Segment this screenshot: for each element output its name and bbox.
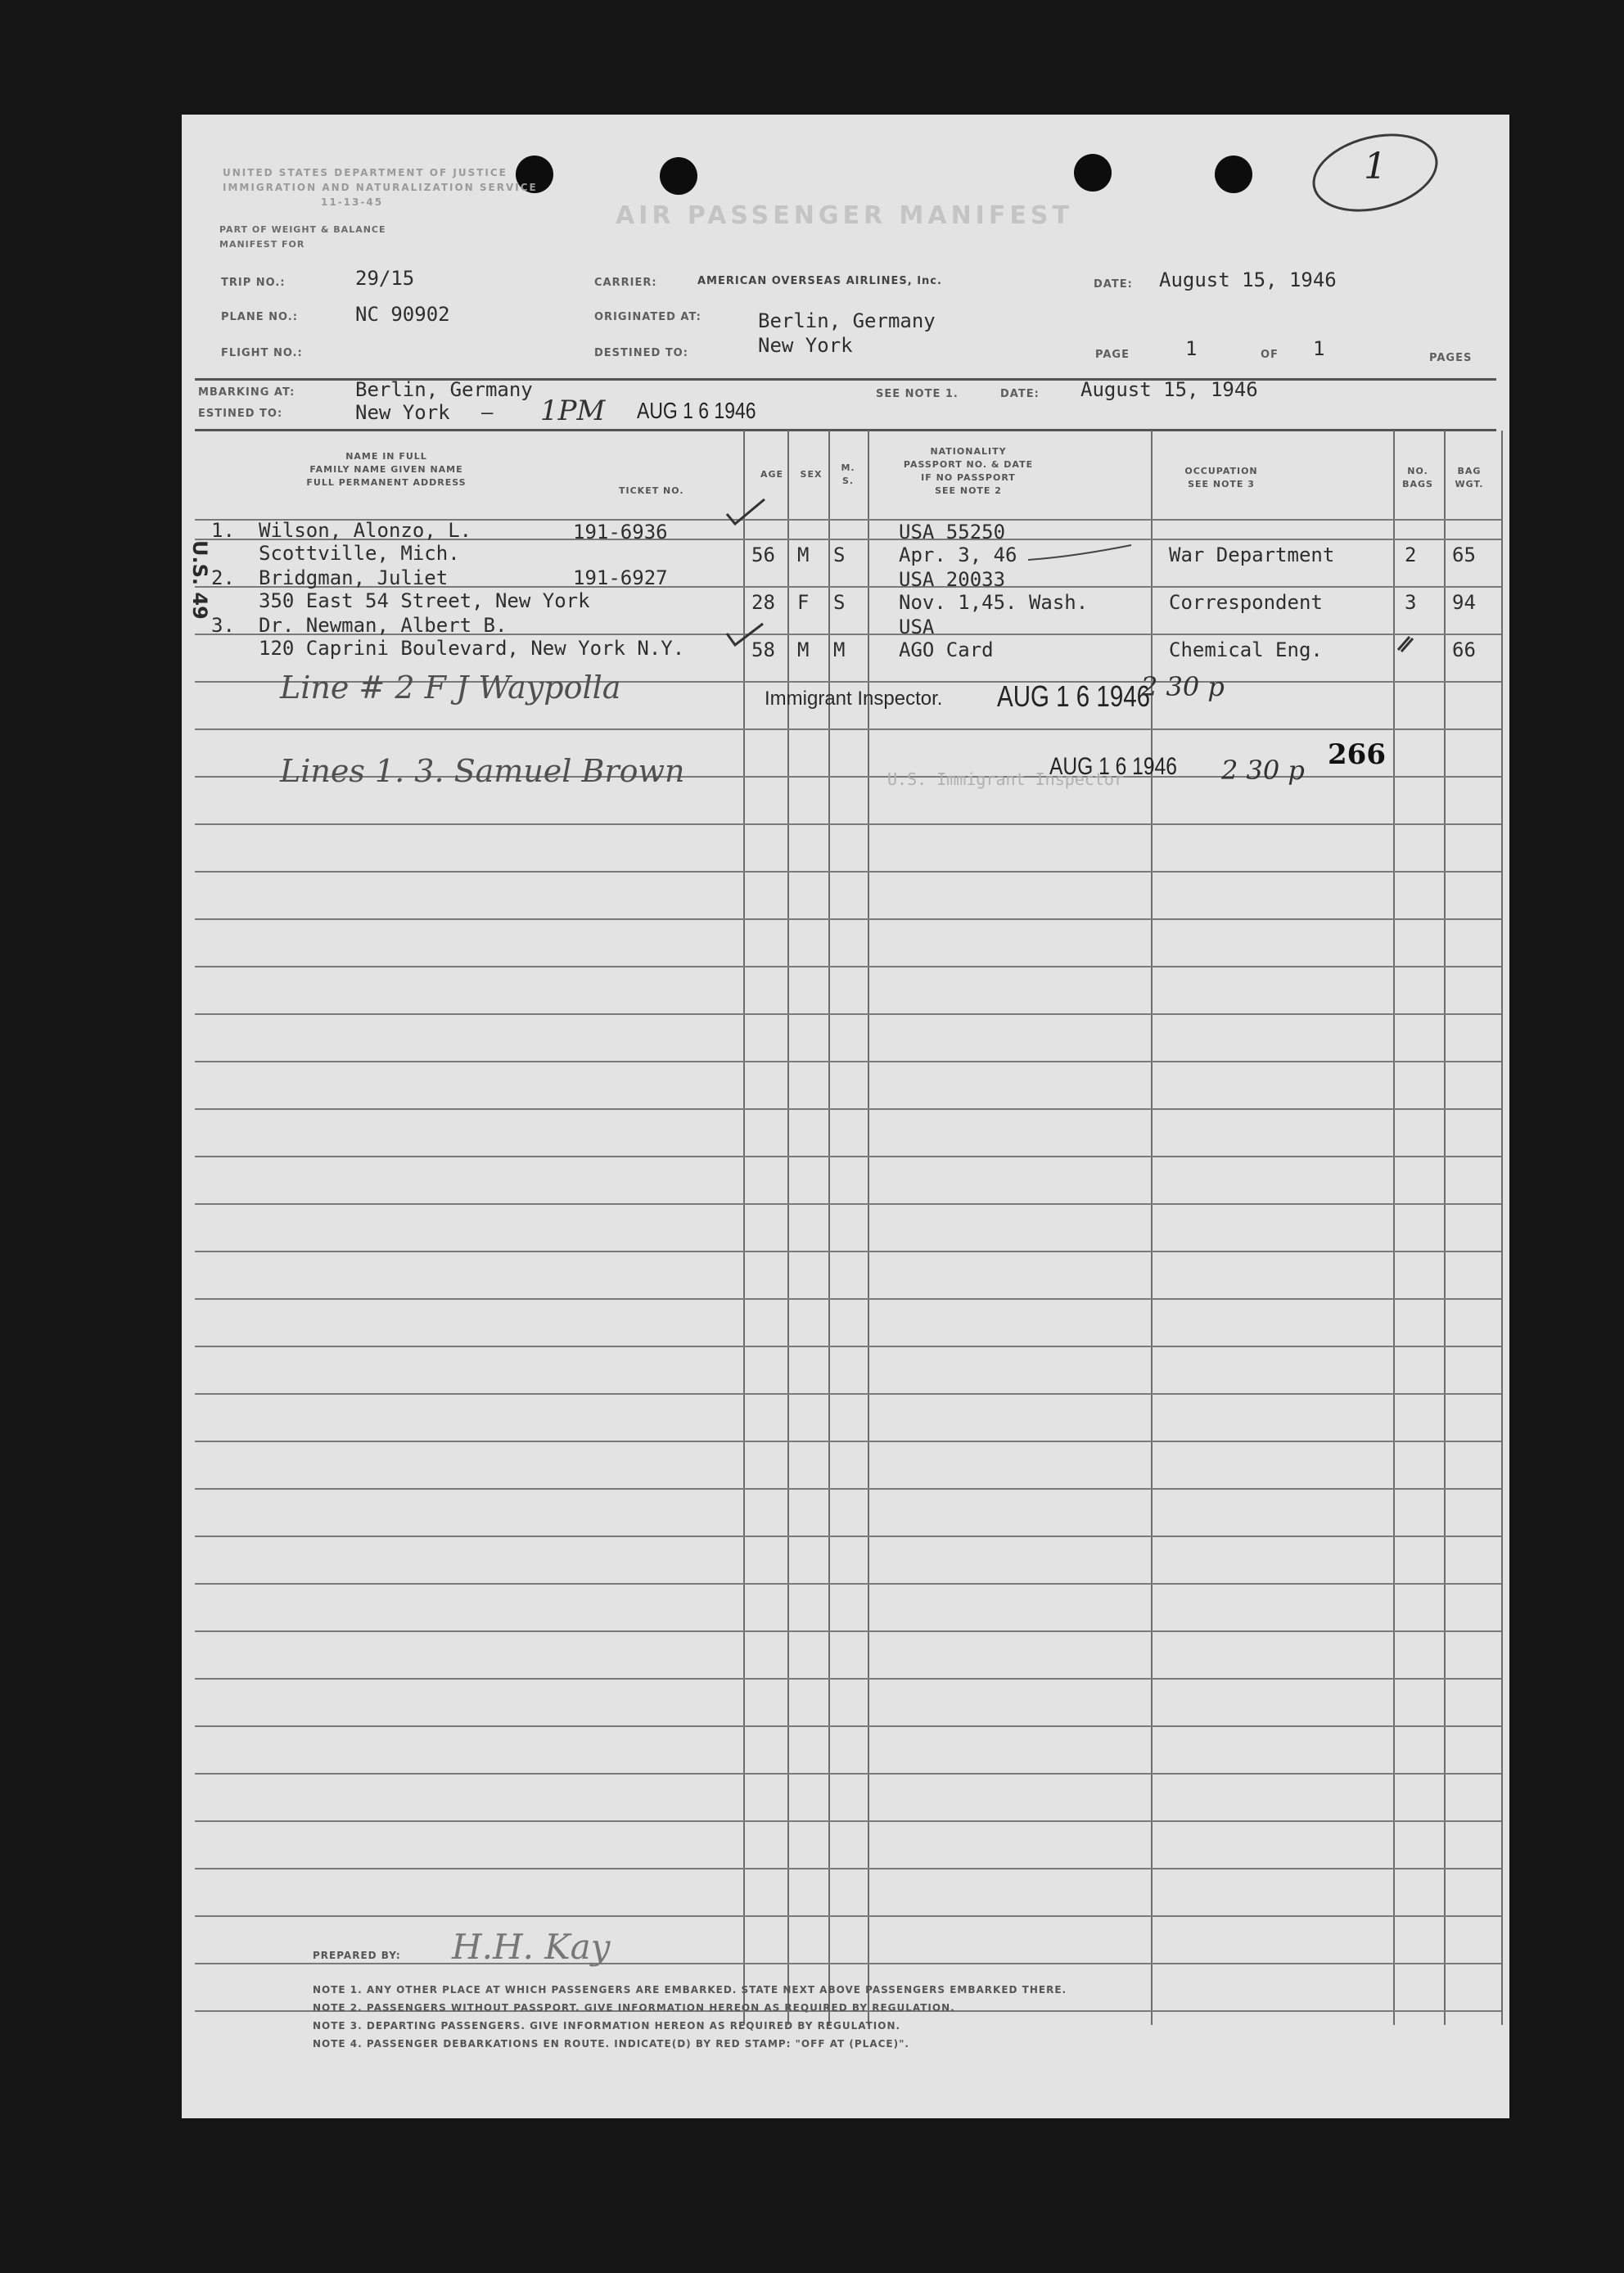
col-header-ms: M. S. bbox=[841, 462, 855, 486]
passenger-1-weight: 65 bbox=[1452, 543, 1476, 566]
prepared-by-signature: H.H. Kay bbox=[452, 1927, 611, 1967]
inspection-time-2: 2 30 p bbox=[1221, 755, 1305, 786]
row-rule bbox=[195, 918, 1501, 920]
embark-destined-label: ESTINED TO: bbox=[198, 408, 283, 420]
row-rule bbox=[195, 1915, 1501, 1917]
check-mark bbox=[722, 496, 787, 529]
embark-destined-value: New York bbox=[355, 401, 450, 424]
row-rule bbox=[195, 823, 1501, 825]
dept-line-3: 11-13-45 bbox=[321, 196, 384, 208]
destined-value: New York bbox=[758, 334, 853, 357]
pen-stroke bbox=[1025, 540, 1139, 565]
column-rule bbox=[1444, 431, 1446, 2025]
row-rule bbox=[195, 1773, 1501, 1775]
column-rule bbox=[868, 431, 869, 2025]
weight-balance-line-2: MANIFEST FOR bbox=[219, 239, 305, 250]
trip-label: TRIP NO.: bbox=[221, 277, 286, 289]
row-rule bbox=[195, 1203, 1501, 1205]
col-header-weight: BAG WGT. bbox=[1455, 466, 1484, 489]
row-rule bbox=[195, 1061, 1501, 1062]
note-3: NOTE 3. DEPARTING PASSENGERS. GIVE INFORMATION HEREON AS REQUIRED BY REGULATION. bbox=[313, 2020, 901, 2032]
passenger-2-ticket: 191-6927 bbox=[573, 566, 668, 589]
binder-hole bbox=[1215, 156, 1252, 193]
embark-date-value: August 15, 1946 bbox=[1080, 378, 1258, 401]
passenger-1-nationality: USA 55250 bbox=[899, 521, 1006, 543]
passenger-1-occupation: War Department bbox=[1169, 543, 1335, 566]
passenger-2-sex: F bbox=[797, 591, 810, 614]
passenger-1-bags: 2 bbox=[1405, 543, 1417, 566]
column-rule bbox=[743, 431, 745, 2025]
passenger-3-age: 58 bbox=[751, 638, 775, 661]
inspection-time-1: 2 30 p bbox=[1141, 671, 1225, 702]
row-rule bbox=[195, 1441, 1501, 1442]
carrier-value: AMERICAN OVERSEAS AIRLINES, Inc. bbox=[697, 275, 942, 287]
inspection-stamp-2: AUG 1 6 1946 bbox=[1049, 753, 1177, 780]
divider bbox=[195, 429, 1496, 431]
passenger-2-weight: 94 bbox=[1452, 591, 1476, 614]
embark-date-label: DATE: bbox=[1000, 388, 1040, 400]
dept-line-1: UNITED STATES DEPARTMENT OF JUSTICE bbox=[223, 167, 508, 178]
row-rule bbox=[195, 1630, 1501, 1632]
page-title: AIR PASSENGER MANIFEST bbox=[616, 201, 1073, 230]
row-rule bbox=[195, 1725, 1501, 1727]
column-rule bbox=[787, 431, 789, 2025]
row-rule bbox=[195, 1108, 1501, 1110]
passenger-2-age: 28 bbox=[751, 591, 775, 614]
col-header-nationality: NATIONALITY PASSPORT NO. & DATE IF NO PASSPORT SEE NOTE 2 bbox=[903, 446, 1034, 496]
note-2: NOTE 2. PASSENGERS WITHOUT PASSPORT. GIVE INFORMATION HEREON AS REQUIRED BY REGULATION. bbox=[313, 2002, 955, 2014]
embarking-value: Berlin, Germany bbox=[355, 378, 533, 401]
stamp-number: 266 bbox=[1328, 738, 1386, 771]
binder-hole bbox=[1074, 154, 1112, 192]
prepared-by-label: PREPARED BY: bbox=[313, 1950, 401, 1961]
originated-value: Berlin, Germany bbox=[758, 309, 936, 332]
col-header-bags: NO. BAGS bbox=[1402, 466, 1433, 489]
passenger-3-address: 120 Caprini Boulevard, New York N.Y. bbox=[259, 637, 685, 660]
row-rule bbox=[195, 1298, 1501, 1300]
row-rule bbox=[195, 1678, 1501, 1680]
passenger-3-number: 3. bbox=[211, 614, 235, 637]
of-value: 1 bbox=[1313, 337, 1325, 360]
passenger-3-name: Dr. Newman, Albert B. bbox=[259, 614, 508, 637]
note-1: NOTE 1. ANY OTHER PLACE AT WHICH PASSENGERS ARE EMBARKED. STATE NEXT ABOVE PASSENGERS EMBARKED THERE. bbox=[313, 1984, 1067, 1996]
pen-stroke bbox=[1393, 632, 1416, 655]
passenger-3-passport: AGO Card bbox=[899, 638, 994, 661]
manifest-sheet bbox=[182, 115, 1509, 2118]
date-value: August 15, 1946 bbox=[1159, 268, 1337, 291]
row-rule bbox=[195, 1488, 1501, 1490]
passenger-3-nationality: USA bbox=[899, 616, 935, 638]
see-note-label: SEE NOTE 1. bbox=[876, 388, 959, 400]
passenger-3-weight: 66 bbox=[1452, 638, 1476, 661]
date-label: DATE: bbox=[1094, 278, 1133, 291]
handwritten-inspection-2: Lines 1. 3. Samuel Brown bbox=[280, 753, 685, 789]
passenger-2-nationality: USA 20033 bbox=[899, 568, 1006, 591]
passenger-3-ms: M bbox=[833, 638, 846, 661]
row-rule bbox=[195, 1583, 1501, 1585]
binder-hole bbox=[660, 157, 697, 195]
row-rule bbox=[195, 728, 1501, 730]
row-rule bbox=[195, 1868, 1501, 1869]
page-label: PAGE bbox=[1095, 349, 1130, 361]
plane-label: PLANE NO.: bbox=[221, 311, 298, 323]
row-rule bbox=[195, 966, 1501, 967]
row-rule bbox=[195, 1013, 1501, 1015]
col-header-occupation: OCCUPATION SEE NOTE 3 bbox=[1184, 466, 1258, 489]
row-rule bbox=[195, 1251, 1501, 1252]
passenger-2-name: Bridgman, Juliet bbox=[259, 566, 449, 589]
destined-label: DESTINED TO: bbox=[594, 347, 688, 359]
passenger-2-occupation: Correspondent bbox=[1169, 591, 1323, 614]
of-label: OF bbox=[1261, 349, 1279, 361]
embarking-label: MBARKING AT: bbox=[198, 386, 295, 399]
passenger-3-sex: M bbox=[797, 638, 810, 661]
passenger-2-address: 350 East 54 Street, New York bbox=[259, 589, 590, 612]
passenger-2-number: 2. bbox=[211, 566, 235, 589]
passenger-1-age: 56 bbox=[751, 543, 775, 566]
row-rule bbox=[195, 1393, 1501, 1395]
passenger-2-bags: 3 bbox=[1405, 591, 1417, 614]
passenger-1-sex: M bbox=[797, 543, 810, 566]
col-header-ticket: TICKET NO. bbox=[619, 485, 684, 496]
page-value: 1 bbox=[1185, 337, 1198, 360]
faint-inspector-stamp: U.S. Immigrant Inspector bbox=[887, 769, 1124, 789]
passenger-3-occupation: Chemical Eng. bbox=[1169, 638, 1323, 661]
col-header-sex: SEX bbox=[800, 469, 823, 480]
note-4: NOTE 4. PASSENGER DEBARKATIONS EN ROUTE. INDICATE(D) BY RED STAMP: "OFF AT (PLACE)". bbox=[313, 2038, 909, 2050]
col-header-age: AGE bbox=[760, 469, 784, 480]
arrival-stamp: AUG 1 6 1946 bbox=[637, 398, 756, 423]
weight-balance-line-1: PART OF WEIGHT & BALANCE bbox=[219, 224, 386, 235]
pages-label: PAGES bbox=[1429, 352, 1473, 364]
passenger-1-name: Wilson, Alonzo, L. bbox=[259, 519, 472, 542]
passenger-2-passport: Nov. 1,45. Wash. bbox=[899, 591, 1089, 614]
passenger-1-ms: S bbox=[833, 543, 846, 566]
dept-line-2: IMMIGRATION AND NATURALIZATION SERVICE bbox=[223, 182, 538, 193]
originated-label: ORIGINATED AT: bbox=[594, 311, 701, 323]
row-rule bbox=[195, 1346, 1501, 1347]
inspection-stamp-1: AUG 1 6 1946 bbox=[997, 679, 1151, 713]
side-mark: U.S. 49 bbox=[188, 540, 211, 620]
row-rule bbox=[195, 871, 1501, 873]
row-rule bbox=[195, 1820, 1501, 1822]
passenger-1-ticket: 191-6936 bbox=[573, 521, 668, 543]
passenger-2-ms: S bbox=[833, 591, 846, 614]
passenger-1-passport: Apr. 3, 46 bbox=[899, 543, 1017, 566]
col-header-name: NAME IN FULL FAMILY NAME GIVEN NAME FULL PERMANENT ADDRESS bbox=[306, 451, 467, 488]
column-rule bbox=[1393, 431, 1395, 2025]
column-rule bbox=[1501, 431, 1503, 2025]
column-rule bbox=[1151, 431, 1153, 2025]
handwritten-time: 1PM bbox=[540, 395, 606, 427]
inspector-label: Immigrant Inspector. bbox=[765, 688, 943, 710]
check-mark bbox=[722, 619, 787, 652]
passenger-1-address: Scottville, Mich. bbox=[259, 542, 460, 565]
dash: — bbox=[481, 401, 494, 424]
carrier-label: CARRIER: bbox=[594, 277, 657, 289]
handwritten-inspection-1: Line # 2 F J Waypolla bbox=[280, 670, 621, 706]
row-rule bbox=[195, 1536, 1501, 1537]
page-mark-number: 1 bbox=[1364, 146, 1387, 187]
column-rule bbox=[828, 431, 830, 2025]
passenger-1-number: 1. bbox=[211, 519, 235, 542]
row-rule bbox=[195, 1156, 1501, 1157]
flight-label: FLIGHT NO.: bbox=[221, 347, 303, 359]
plane-value: NC 90902 bbox=[355, 303, 450, 326]
trip-value: 29/15 bbox=[355, 267, 415, 290]
row-rule bbox=[195, 1963, 1501, 1964]
